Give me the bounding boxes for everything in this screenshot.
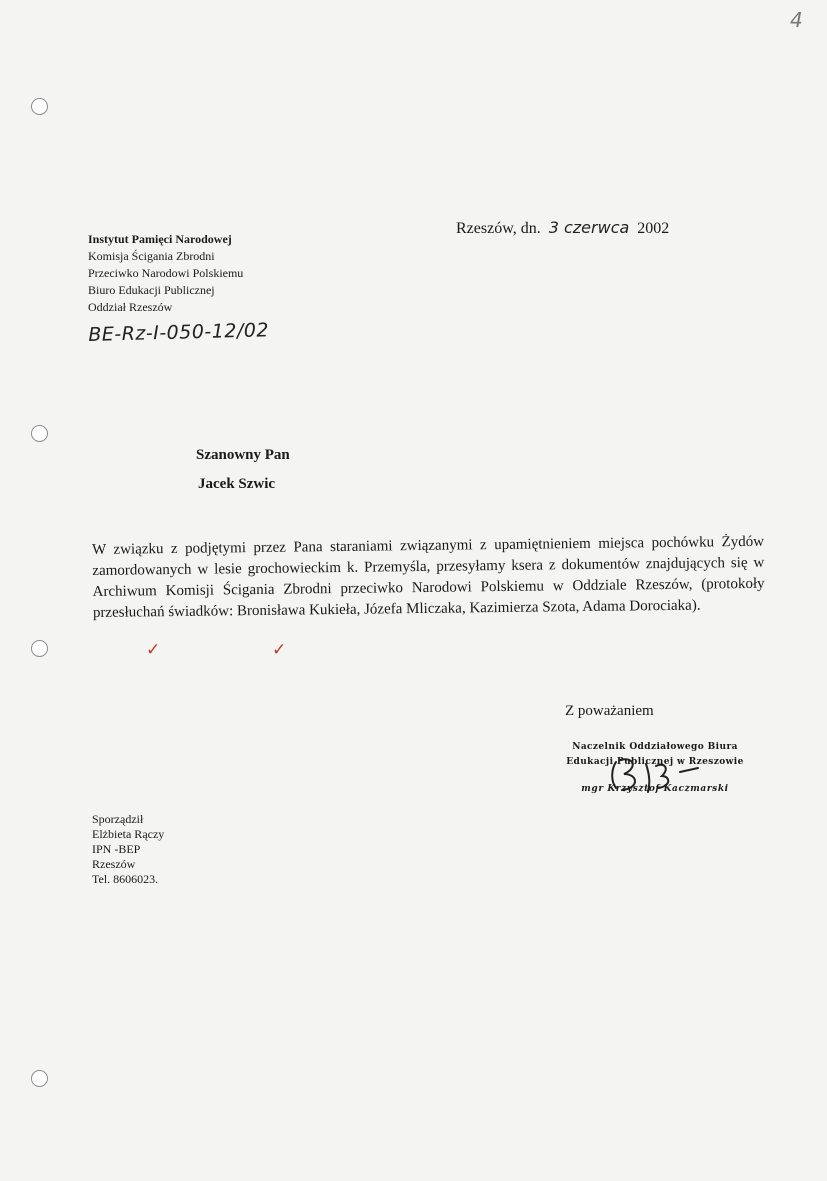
recipient-name: Jacek Szwic	[198, 476, 276, 492]
date-prefix: Rzeszów, dn.	[456, 220, 541, 237]
handwritten-signature-icon	[594, 750, 714, 798]
prepared-by-unit: IPN -BEP	[92, 842, 141, 856]
prepared-by-block	[92, 812, 164, 887]
reference-number: BE-Rz-I-050-12/02	[88, 319, 270, 346]
date-handwritten: 3 czerwca	[548, 218, 630, 237]
prepared-by-city: Rzeszów	[92, 857, 136, 871]
sender-branch: Oddział Rzeszów	[88, 300, 173, 314]
sender-bureau: Biuro Edukacji Publicznej	[88, 283, 215, 297]
prepared-by-phone: Tel. 8606023.	[92, 872, 159, 886]
punch-hole-bottom	[31, 1070, 48, 1087]
punch-hole-lower	[31, 640, 48, 657]
signature-title-line1: Naczelnik Oddziałowego Biura	[572, 742, 738, 752]
closing-phrase: Z poważaniem	[565, 703, 654, 719]
page-number: 4	[790, 8, 803, 32]
sender-commission: Komisja Ścigania Zbrodni	[88, 249, 215, 263]
sender-commission-cont: Przeciwko Narodowi Polskiemu	[88, 266, 244, 280]
signature-title-line2: Edukacji Publicznej w Rzeszowie	[566, 757, 744, 767]
punch-hole-top	[31, 98, 48, 115]
check-mark-icon: ✓	[146, 640, 161, 660]
signature-block	[540, 740, 770, 794]
sender-block	[88, 231, 348, 316]
letter-body: W związku z podjętymi przez Pana staraniami związanymi z upamiętnieniem miejsca pochówku Żydów zamordowanych w lesie grochowieckim k. Przemyśla, przesyłamy ksera z dokumentów znajdujących się w Archiwum Komisji Ścigania Zbrodni przeciwko Narodowi Polskiemu w Oddziale Rzeszów, (protokoły przesłuchań świadków: Bronisława Kukieła, Józefa Mliczaka, Kazimierza Szota, Adama Dorociaka).	[92, 533, 765, 621]
letter-date	[456, 218, 669, 238]
punch-hole-middle	[31, 425, 48, 442]
prepared-by-name: Elżbieta Rączy	[92, 827, 165, 841]
salutation: Szanowny Pan	[196, 447, 290, 463]
signatory-name: mgr Krzysztof Kaczmarski	[581, 784, 729, 794]
sender-institution: Instytut Pamięci Narodowej	[88, 232, 232, 246]
check-mark-icon: ✓	[272, 640, 287, 660]
date-year: 2002	[637, 220, 670, 237]
prepared-by-label: Sporządził	[92, 812, 144, 826]
